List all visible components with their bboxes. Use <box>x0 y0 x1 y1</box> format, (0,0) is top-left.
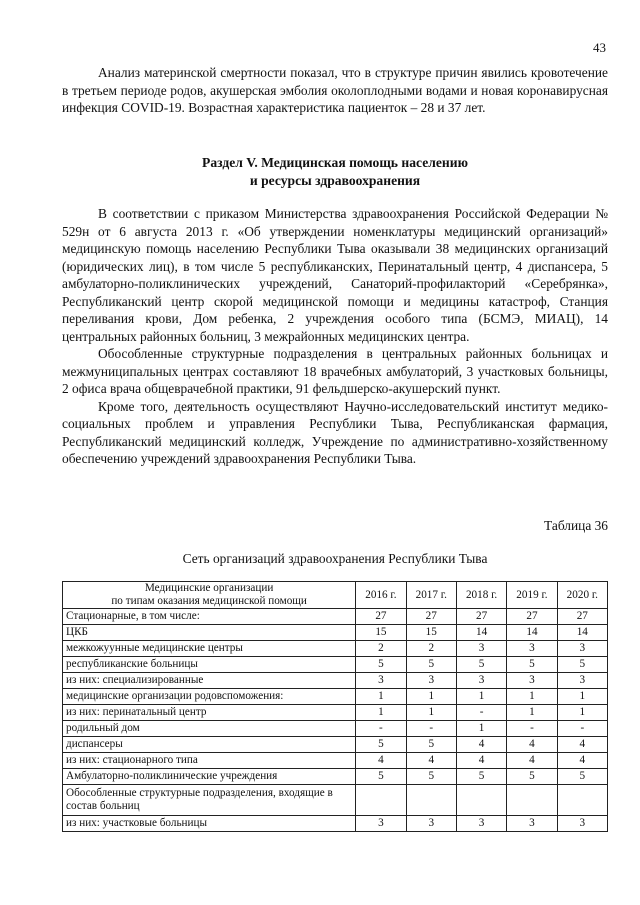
table-row <box>63 753 608 769</box>
table-row <box>63 657 608 673</box>
row-value: 5 <box>557 769 607 785</box>
row-name: из них: специализированные <box>63 673 356 689</box>
row-value: - <box>557 721 607 737</box>
table-row <box>63 816 608 832</box>
table-title: Сеть организаций здравоохранения Республики Тыва <box>182 551 488 566</box>
row-value: 3 <box>406 673 456 689</box>
paragraph-text: В соответствии с приказом Министерства здравоохранения Российской Федерации № 529н от 6 августа 2013 г. «Об утверждении номенклатуры медицинский организаций» медицинскую помощь населению Республики Тыва оказывали 38 медицинских организаций (юридических лиц), в том числе 5 республиканских, Перинатальный центр, 4 диспансера, 5 амбулаторно-поликлинических учреждений, Санаторий-профилакторий «Серебрянка», Республиканский центр скорой медицинской помощи и медицины катастроф, Станция переливания крови, Дом ребенка, 2 учреждения особого типа (БСМЭ, МИАЦ), 14 центральных районных больниц, 3 межрайонных медицинских центра. <box>62 206 608 344</box>
row-value: - <box>507 721 557 737</box>
table-row <box>63 785 608 816</box>
table-number: Таблица 36 <box>544 518 608 533</box>
table-row <box>63 609 608 625</box>
row-value: 4 <box>557 737 607 753</box>
row-value: 15 <box>406 625 456 641</box>
row-value: - <box>456 705 506 721</box>
table-row <box>63 673 608 689</box>
section-title-line-2: и ресурсы здравоохранения <box>249 172 421 188</box>
row-value: 14 <box>507 625 557 641</box>
section-title <box>62 154 608 189</box>
row-value: 4 <box>507 753 557 769</box>
row-name: родильный дом <box>63 721 356 737</box>
table-row <box>63 705 608 721</box>
table-row <box>63 721 608 737</box>
paragraph-text: Кроме того, деятельность осуществляют Научно-исследовательский институт медико-социальных проблем и управления Республики Тыва, Республиканская фармация, Республиканский медицинский колледж, Учреждение по административно-хозяйственному обеспечению учреждений здравоохранения Республики Тыва. <box>62 398 608 466</box>
row-value <box>557 785 607 816</box>
row-value: 5 <box>557 657 607 673</box>
row-value: 27 <box>456 609 506 625</box>
header-name-line-2: по типам оказания медицинской помощи <box>111 595 307 607</box>
row-value: 5 <box>507 769 557 785</box>
row-name: ЦКБ <box>63 625 356 641</box>
row-name: из них: участковые больницы <box>63 816 356 832</box>
row-value <box>406 785 456 816</box>
row-value: - <box>406 721 456 737</box>
row-value: 1 <box>356 689 406 705</box>
row-value: 1 <box>507 705 557 721</box>
row-value <box>507 785 557 816</box>
row-value: 15 <box>356 625 406 641</box>
row-value <box>456 785 506 816</box>
row-value: 3 <box>456 816 506 832</box>
header-name-cell <box>63 582 356 609</box>
row-value: 4 <box>557 753 607 769</box>
row-name: из них: перинатальный центр <box>63 705 356 721</box>
row-value: 4 <box>356 753 406 769</box>
table-row <box>63 769 608 785</box>
row-value: 5 <box>356 657 406 673</box>
table-row <box>63 737 608 753</box>
row-value: 5 <box>356 769 406 785</box>
row-value: 27 <box>557 609 607 625</box>
row-name: Амбулаторно-поликлинические учреждения <box>63 769 356 785</box>
organizations-table <box>62 581 608 832</box>
row-value: 3 <box>507 673 557 689</box>
section-body <box>62 205 608 468</box>
row-name: медицинские организации родовспоможения: <box>63 689 356 705</box>
header-year: 2020 г. <box>557 582 607 609</box>
row-value <box>356 785 406 816</box>
header-year: 2017 г. <box>406 582 456 609</box>
row-value: 3 <box>356 816 406 832</box>
page-number: 43 <box>593 40 606 55</box>
row-value: 27 <box>356 609 406 625</box>
row-value: 1 <box>356 705 406 721</box>
header-year: 2019 г. <box>507 582 557 609</box>
row-value: 2 <box>406 641 456 657</box>
row-value: 5 <box>507 657 557 673</box>
row-value: 27 <box>406 609 456 625</box>
paragraph-text: Анализ материнской смертности показал, что в структуре причин явились кровотечение в третьем периоде родов, акушерская эмболия околоплодными водами и новая коронавирусная инфекция COVID-19. Возрастная характеристика пациенток – 28 и 37 лет. <box>62 65 608 115</box>
table-row <box>63 689 608 705</box>
table-row <box>63 641 608 657</box>
row-value: 1 <box>557 705 607 721</box>
row-value: 3 <box>356 673 406 689</box>
row-value: 14 <box>557 625 607 641</box>
table-row <box>63 625 608 641</box>
row-name: Обособленные структурные подразделения, входящие в состав больниц <box>63 785 356 816</box>
paragraph-text: Обособленные структурные подразделения в центральных районных больницах и межмуниципальных центрах составляют 18 врачебных амбулаторий, 3 участковых больницы, 2 офиса врача общеврачебной практики, 91 фельдшерско-акушерский пункт. <box>62 346 608 396</box>
row-value: 3 <box>557 816 607 832</box>
intro-paragraph <box>62 64 608 117</box>
row-name: республиканские больницы <box>63 657 356 673</box>
row-name: межкожуунные медицинские центры <box>63 641 356 657</box>
row-value: 5 <box>406 737 456 753</box>
row-value: 4 <box>406 753 456 769</box>
row-value: 4 <box>507 737 557 753</box>
row-value: 1 <box>406 705 456 721</box>
row-value: 4 <box>456 737 506 753</box>
row-value: 3 <box>406 816 456 832</box>
row-value: 27 <box>507 609 557 625</box>
row-value: 1 <box>406 689 456 705</box>
row-value: 3 <box>456 673 506 689</box>
header-year: 2016 г. <box>356 582 406 609</box>
row-value: - <box>356 721 406 737</box>
row-value: 5 <box>406 769 456 785</box>
header-year: 2018 г. <box>456 582 506 609</box>
row-value: 3 <box>557 641 607 657</box>
row-value: 5 <box>456 769 506 785</box>
row-name: диспансеры <box>63 737 356 753</box>
row-value: 14 <box>456 625 506 641</box>
row-value: 3 <box>557 673 607 689</box>
row-value: 3 <box>507 641 557 657</box>
row-value: 3 <box>507 816 557 832</box>
row-value: 1 <box>557 689 607 705</box>
row-value: 1 <box>456 689 506 705</box>
row-value: 1 <box>507 689 557 705</box>
section-title-line-1: Раздел V. Медицинская помощь населению <box>202 155 468 170</box>
row-name: Стационарные, в том числе: <box>63 609 356 625</box>
row-value: 2 <box>356 641 406 657</box>
row-value: 5 <box>356 737 406 753</box>
row-value: 5 <box>406 657 456 673</box>
row-value: 5 <box>456 657 506 673</box>
header-name-line-1: Медицинские организации <box>144 582 274 594</box>
table-header-row <box>63 582 608 609</box>
row-value: 3 <box>456 641 506 657</box>
row-value: 1 <box>456 721 506 737</box>
row-value: 4 <box>456 753 506 769</box>
row-name: из них: стационарного типа <box>63 753 356 769</box>
